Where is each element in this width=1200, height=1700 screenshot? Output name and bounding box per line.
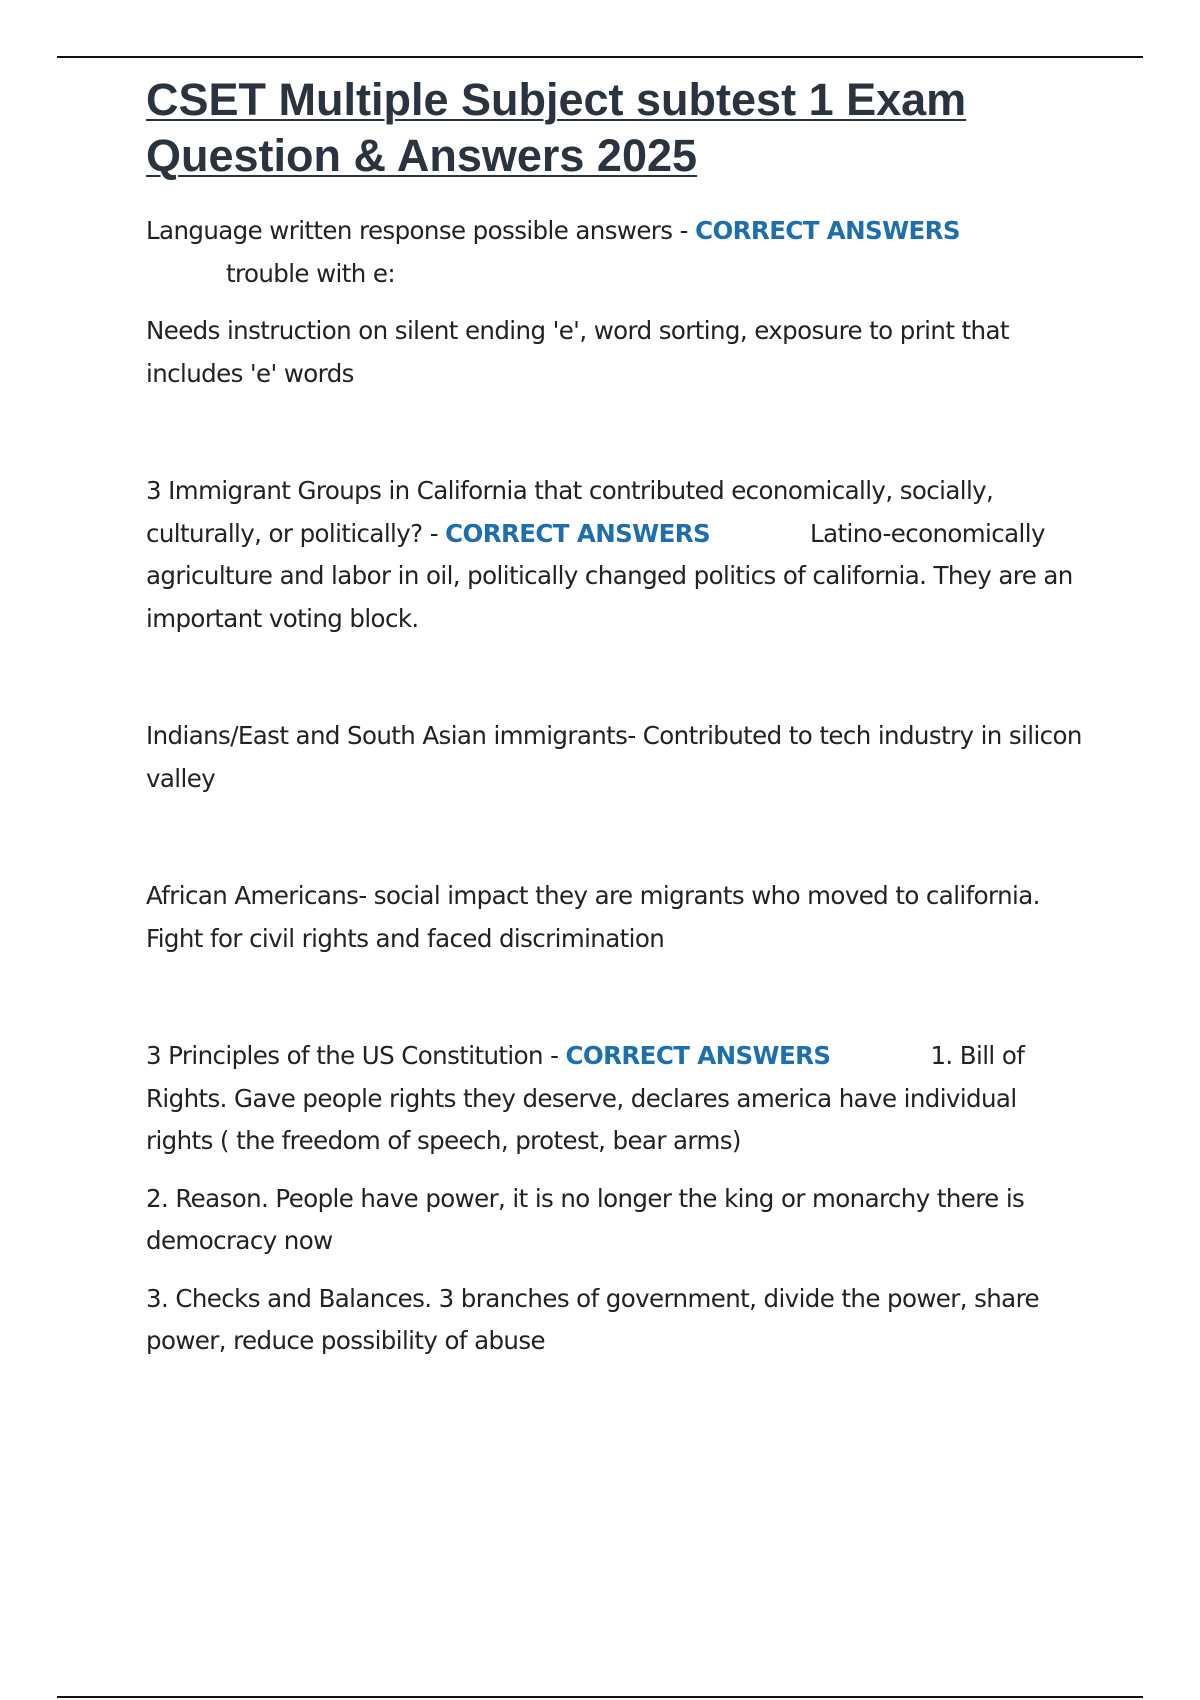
answer-label-2: CORRECT ANSWERS <box>445 518 711 548</box>
question-block-2 <box>146 470 1086 960</box>
answer-2-part-3: African Americans- social impact they are migrants who moved to california. Fight for civil rights and faced discrimination <box>146 881 1040 953</box>
top-rule <box>57 56 1143 58</box>
question-1-text: Language written response possible answers - <box>146 216 696 245</box>
answer-3-part-2: 2. Reason. People have power, it is no longer the king or monarchy there is democracy now <box>146 1183 1025 1255</box>
answer-1-line-1: trouble with e: <box>226 258 395 288</box>
question-3-text: 3 Principles of the US Constitution - <box>146 1041 566 1070</box>
answer-3-part-1: 1. Bill of Rights. Gave people rights they deserve, declares america have individual rights ( the freedom of speech, protest, bear arms) <box>146 1041 1025 1155</box>
bottom-rule <box>57 1696 1143 1698</box>
question-2 <box>146 470 1086 640</box>
document-body <box>146 72 1086 1363</box>
answer-3-part-3: 3. Checks and Balances. 3 branches of government, divide the power, share power, reduce possibility of abuse <box>146 1283 1040 1355</box>
answer-2-part-1: Latino-economically agriculture and labor in oil, politically changed politics of california. They are an important voting block. <box>146 518 1073 633</box>
question-block-1 <box>146 210 1086 395</box>
answer-label-1: CORRECT ANSWERS <box>695 216 960 245</box>
question-1 <box>146 210 1086 253</box>
question-2-text: 3 Immigrant Groups in California that contributed economically, socially, culturally, or politically? - <box>146 476 994 548</box>
answer-label-3: CORRECT ANSWERS <box>565 1041 831 1070</box>
question-3 <box>146 1035 1086 1163</box>
title-line-1: CSET Multiple Subject subtest 1 Exam <box>146 74 967 125</box>
answer-1-line-2: Needs instruction on silent ending 'e', word sorting, exposure to print that includes 'e' words <box>146 316 1009 388</box>
document-title <box>146 72 1086 184</box>
question-block-3 <box>146 1035 1086 1363</box>
answer-2-part-2: Indians/East and South Asian immigrants- Contributed to tech industry in silicon valley <box>146 721 1082 793</box>
title-line-2: Question & Answers 2025 <box>146 130 698 181</box>
